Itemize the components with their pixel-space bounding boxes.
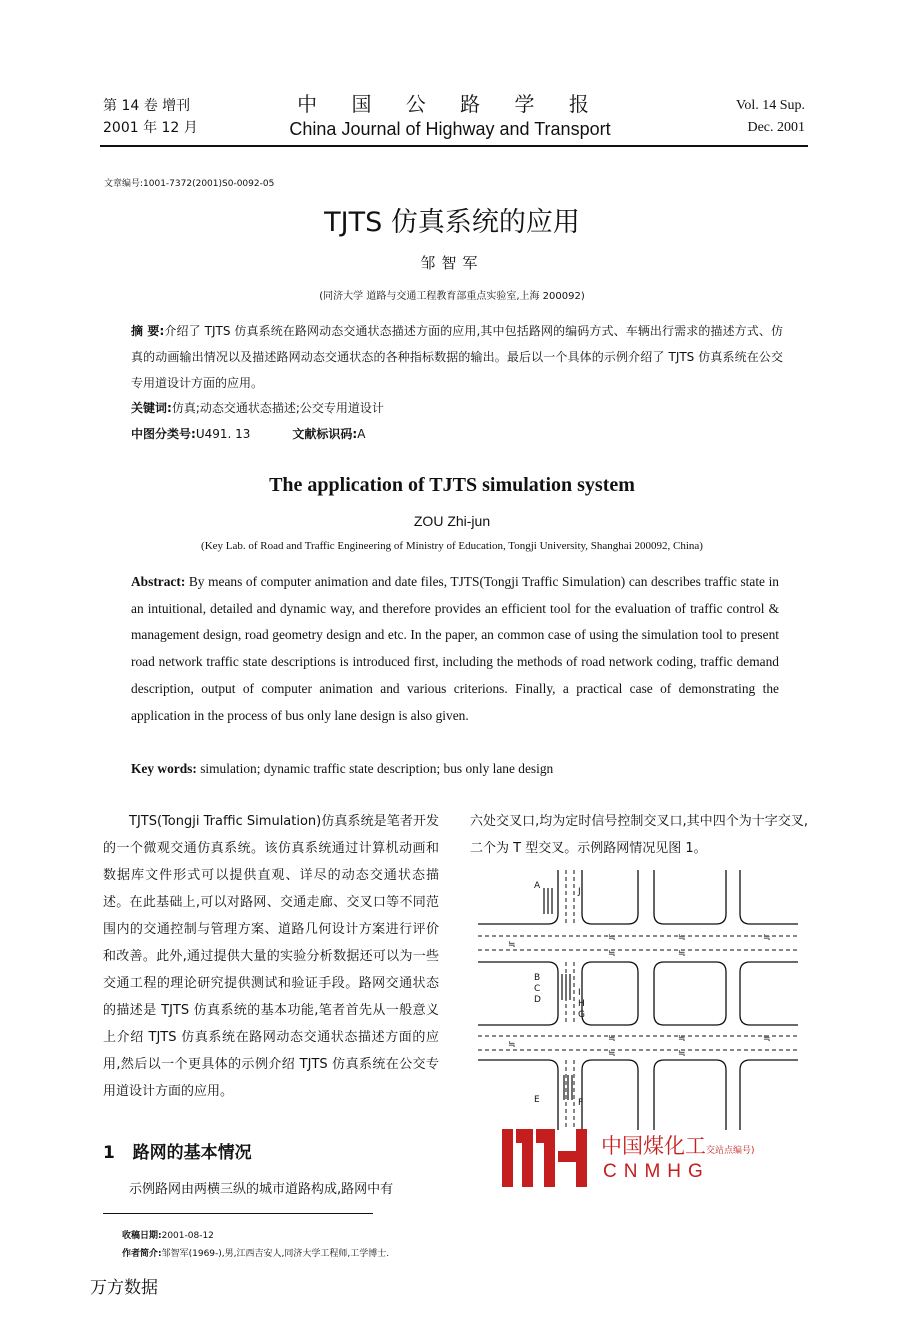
abstract-en-text: By means of computer animation and date files, TJTS(Tongji Traffic Simulation) can describes traffic state in an intuitional, detailed and dynamic way, and therefore provides an efficient tool for the evaluation of traffic control & management design, road geometry design and etc. In the paper, an common case of using the simulation tool to present road network traffic state descriptions is introduced first, including the methods of road network coding, traffic demand description, output of computer animation and various criterions. Finally, a practical case of demonstrating the application in the process of bus only lane design is also given. [131, 574, 779, 723]
article-number: 文章编号:1001-7372(2001)S0-0092-05 [104, 179, 275, 189]
author-cn: 邹智军 [420, 254, 484, 272]
journal-name-cn: 中 国 公 路 学 报 [297, 92, 603, 116]
keywords-en [131, 756, 779, 782]
figure-label-b: B [534, 973, 541, 983]
block-center-left [582, 962, 638, 1025]
header-volume-en-block [700, 95, 805, 139]
footnote-rule [103, 1213, 373, 1214]
watermark-en: CNMHG [603, 1161, 710, 1182]
header-rule [100, 145, 808, 147]
keywords-cn [131, 395, 783, 421]
abstract-cn-label: 摘 要: [131, 324, 165, 338]
watermark-cn [601, 1130, 755, 1160]
doc-code-label: 文献标识码: [292, 427, 358, 441]
keywords-en-label: Key words: [131, 761, 197, 776]
figure-label-e: E [534, 1095, 540, 1105]
body-right-paragraph: 六处交叉口,均为定时信号控制交叉口,其中四个为十字交叉,二个为 T 型交叉。示例路网情况见图 1。 [470, 814, 808, 856]
svg-text:≒: ≒ [678, 949, 686, 959]
keywords-cn-label: 关键词: [131, 401, 172, 415]
section-title: 路网的基本情况 [132, 1143, 252, 1163]
svg-text:≒: ≒ [763, 1034, 771, 1044]
keywords-en-text: simulation; dynamic traffic state description; bus only lane design [196, 761, 554, 776]
svg-text:≒: ≒ [608, 933, 616, 943]
affiliation-en: (Key Lab. of Road and Traffic Engineering of Ministry of Education, Tongji University, Shanghai 200092, China) [201, 540, 703, 552]
road-network-figure [478, 870, 808, 1130]
section-heading [103, 1138, 252, 1163]
footnote [122, 1227, 389, 1263]
source-mark: 万方数据 [90, 1278, 158, 1298]
footnote-received: 收稿日期:2001-08-12 [122, 1231, 214, 1241]
figure-label-c: C [534, 984, 541, 994]
keywords-cn-text: 仿真;动态交通状态描述;公交专用道设计 [171, 401, 384, 415]
page-title-cn: TJTS 仿真系统的应用 [324, 207, 580, 238]
header-volume-cn: 第 14 卷 增刊 [103, 98, 191, 114]
doc-code-value: A [357, 427, 366, 441]
svg-text:≒: ≒ [678, 933, 686, 943]
figure-label-h: H [578, 999, 585, 1009]
road-top-edge [478, 870, 798, 924]
footnote-bio: 作者简介:邹智军(1969-),男,江西吉安人,同济大学工程师,工学博士. [122, 1249, 390, 1259]
clc-label: 中图分类号: [131, 427, 196, 441]
abstract-en [131, 569, 779, 729]
svg-text:≒: ≒ [678, 1049, 686, 1059]
svg-text:≒: ≒ [608, 949, 616, 959]
author-en: ZOU Zhi-jun [413, 513, 491, 529]
classification-line [131, 421, 783, 447]
intro-paragraph: TJTS(Tongji Traffic Simulation)仿真系统是笔者开发的一个微观交通仿真系统。该仿真系统通过计算机动画和数据库文件形式可以提供直观、详尽的动态交通状态描述。在此基础上,可以对路网、交通走廊、交叉口等不同范围内的交通控制与管理方案、道路几何设计方案进行评价和改善。此外,通过提供大量的实验分析数据还可以为一些交通工程的理论研究提供测试和验证手段。路网交通状态的描述是 TJTS 仿真系统的基本功能,笔者首先从一般意义上介绍 TJTS 仿真系统在路网动态交通状态描述方面的应用,然后以一个更具体的示例介绍 TJTS 仿真系统在公交专用道设计方面的应用。 [103, 814, 439, 1099]
abstract-cn [131, 318, 783, 396]
svg-text:≒: ≒ [608, 1034, 616, 1044]
journal-name-en: China Journal of Highway and Transport [289, 119, 611, 139]
section-number: 1 [103, 1143, 115, 1163]
body-left-column [103, 808, 439, 1105]
page-title-en: The application of TJTS simulation system [269, 474, 635, 496]
header-volume-en: Vol. 14 Sup. [736, 98, 805, 113]
svg-text:≒: ≒ [678, 1034, 686, 1044]
watermark-logo [502, 1127, 594, 1191]
affiliation-cn: (同济大学 道路与交通工程教育部重点实验室,上海 200092) [319, 291, 585, 302]
svg-text:≒: ≒ [763, 933, 771, 943]
watermark-small-text: 交站点编号) [706, 1146, 755, 1156]
header-journal-block [260, 88, 640, 140]
svg-text:≒: ≒ [508, 1040, 516, 1050]
watermark-cn-text: 中国煤化工 [601, 1134, 706, 1158]
block-center-right [654, 962, 726, 1025]
figure-label-a: A [534, 881, 541, 891]
clc-value: U491. 13 [195, 427, 251, 441]
abstract-cn-text: 介绍了 TJTS 仿真系统在路网动态交通状态描述方面的应用,其中包括路网的编码方式、车辆出行需求的描述方式、仿真的动画输出情况以及描述路网动态交通状态的各种指标数据的输出。最后以一个具体的示例介绍了 TJTS 仿真系统在公交专用道设计方面的应用。 [131, 324, 783, 390]
svg-text:≒: ≒ [508, 940, 516, 950]
header-volume-block [103, 95, 198, 139]
abstract-en-label: Abstract: [131, 574, 186, 589]
svg-text:≒: ≒ [608, 1049, 616, 1059]
header-date-en: Dec. 2001 [747, 120, 805, 135]
road-middle-top-edge [478, 962, 558, 1025]
block-right [740, 962, 798, 1025]
figure-label-g: G [578, 1010, 585, 1020]
figure-label-d: D [534, 995, 541, 1005]
figure-label-j: J [578, 887, 581, 897]
header-date-cn: 2001 年 12 月 [103, 120, 198, 136]
figure-label-i: I [578, 988, 581, 998]
figure-label-f: F [578, 1098, 584, 1108]
section-paragraph: 示例路网由两横三纵的城市道路构成,路网中有 [129, 1182, 394, 1197]
road-bottom-edge [478, 1060, 798, 1130]
